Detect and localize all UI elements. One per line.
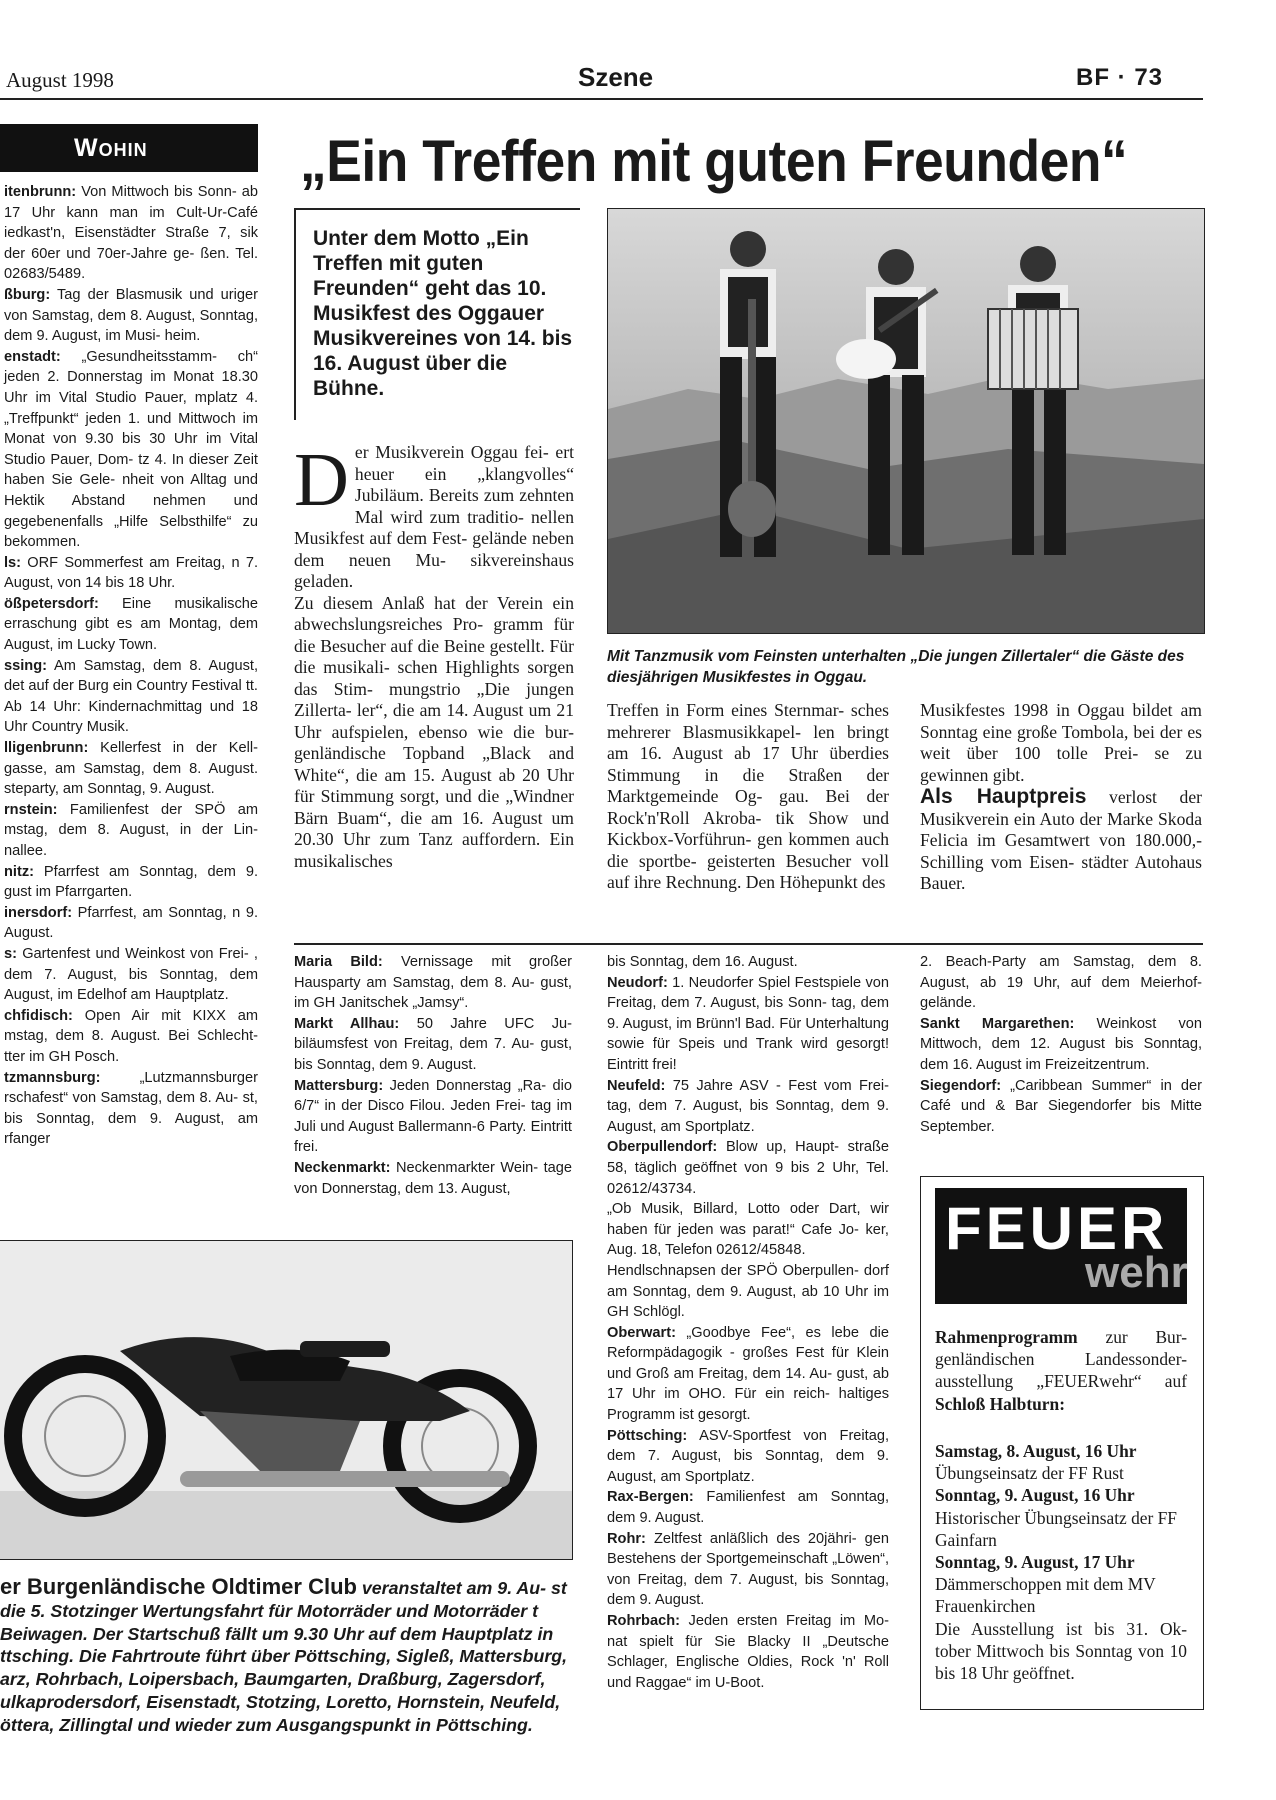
- event-place: lligenbrunn:: [4, 740, 89, 757]
- schedule-what: Übungseinsatz der FF Rust: [935, 1463, 1124, 1484]
- event-text: 50 Jahre UFC Ju- biläumsfest von Freitag, dem 7. Au- gust, bis Sonntag, dem 9. August.: [294, 1015, 573, 1073]
- event-text: Familienfest am Sonntag, dem 9. August.: [607, 1489, 889, 1527]
- wohin-section-header: [0, 124, 258, 172]
- event-text: ASV-Sportfest von Freitag, dem 7. August, bis Sonntag, dem 9. August, am Sportplatz.: [607, 1427, 890, 1485]
- wohin-event-list: [4, 182, 258, 1150]
- event-entry: [607, 973, 889, 1076]
- article-column-1: [294, 438, 574, 872]
- event-entry: [607, 1611, 889, 1693]
- feuerwehr-intro: [935, 1326, 1187, 1415]
- musician-left: [720, 231, 776, 557]
- event-place: ssing:: [4, 657, 47, 674]
- event-text: 2. Beach-Party am Samstag, dem 8. August, ab 19 Uhr, auf dem Meierhof- gelände.: [920, 954, 1202, 1012]
- event-text: 75 Jahre ASV - Fest vom Frei- tag, dem 7. August, bis Sonntag, dem 9. August, am Sportplatz.: [607, 1077, 889, 1135]
- event-text: 1. Neudorfer Spiel Festspiele von Freitag, dem 7. August, bis Sonn- tag, dem 9. August, im Brünn'l Bad. Für Unterhaltung sowie für Speis und Trank wird gesorgt! Eintritt frei!: [607, 974, 889, 1073]
- event-place: Pöttsching:: [607, 1427, 688, 1444]
- event-place: Siegendorf:: [920, 1077, 1002, 1094]
- event-place: Rohrbach:: [607, 1613, 680, 1629]
- events-column-1: [294, 952, 572, 1199]
- event-text: Pfarrfest, am Sonntag, n 9. August.: [4, 904, 258, 942]
- event-entry: [4, 738, 258, 800]
- event-place: Maria Bild:: [294, 954, 383, 970]
- article-column-2: Treffen in Form eines Sternmar- sches mehrerer Blasmusikkapel- len bringt am 16. August ab 17 Uhr überdies Stimmung in die Straßen der Marktgemeinde Og- gau. Bei der Rock'n'Roll Akroba- tik Show und Kickbox-Vorführun- gen kommen auch die sportbe- geisterten Besucher voll auf ihre Rechnung. Den Höhepunkt des: [607, 700, 889, 892]
- event-place: s:: [4, 945, 17, 962]
- wohin-title: Wohin: [74, 134, 148, 162]
- events-column-3: [920, 952, 1202, 1137]
- event-entry: [4, 285, 258, 347]
- event-text: Von Mittwoch bis Sonn- ab 17 Uhr kann man im Cult-Ur-Café iedkast'n, Eisenstädter Straße 7, sik der 60er und 70er-Jahre ge- ßen. Tel. 02683/5489.: [4, 184, 258, 283]
- event-text: bis Sonntag, dem 16. August.: [607, 954, 798, 970]
- event-text: „Lutzmannsburger rschafest“ von Samstag, dem 8. Au- st, bis Sonntag, dem 9. August, am rfanger: [4, 1069, 258, 1148]
- event-entry: [4, 1068, 258, 1150]
- event-entry: [294, 952, 572, 1014]
- event-entry: [294, 1014, 572, 1076]
- event-place: Oberpullendorf:: [607, 1139, 718, 1156]
- event-text: Zeltfest anläßlich des 20jähri- gen Bestehens der Sportgemeinschaft „Löwen“, von Freitag, dem 7. August, bis Sonntag, dem 9. August.: [607, 1530, 889, 1609]
- event-entry: [607, 1487, 889, 1528]
- event-text: Vernissage mit großer Hausparty am Samstag, dem 8. Au- gust, im GH Janitschek „Jamsy“.: [294, 954, 572, 1012]
- event-entry: [920, 1014, 1202, 1076]
- event-entry: [607, 1076, 889, 1138]
- event-entry: [607, 1426, 889, 1488]
- event-text: ORF Sommerfest am Freitag, n 7. August, von 14 bis 18 Uhr.: [4, 554, 258, 592]
- band-photo: [607, 208, 1205, 634]
- lead-box-left: [294, 208, 296, 420]
- event-place: ls:: [4, 554, 22, 571]
- event-place: Neufeld:: [607, 1077, 666, 1094]
- event-entry: [607, 1199, 889, 1261]
- event-place: rnstein:: [4, 801, 58, 818]
- event-entry: [607, 1529, 889, 1611]
- event-text: Kellerfest in der Kell- gasse, am Samstag, dem 8. August. steparty, am Sonntag, 9. August.: [4, 740, 258, 798]
- event-entry: [4, 1006, 258, 1068]
- motorcycle-photo: [0, 1240, 573, 1560]
- event-text: Am Samstag, dem 8. August, det auf der Burg ein Country Festival tt. Ab 14 Uhr: Kindernachmittag und 18 Uhr Country Musik.: [4, 657, 259, 736]
- feuerwehr-intro-title: Rahmenprogramm: [935, 1327, 1078, 1347]
- event-entry: [607, 1261, 889, 1323]
- event-entry: [4, 944, 258, 1006]
- event-place: enstadt:: [4, 348, 61, 365]
- event-entry: [920, 952, 1202, 1014]
- photo-caption: Mit Tanzmusik vom Feinsten unterhalten „Die jungen Zillertaler“ die Gäste des diesjährigen Musikfestes in Oggau.: [607, 648, 1185, 686]
- feuerwehr-logo-top: FEUER: [945, 1195, 1169, 1262]
- event-place: Neckenmarkt:: [294, 1159, 391, 1176]
- article-paragraph-3: Musikfestes 1998 in Oggau bildet am Sonntag eine große Tombola, bei der es weit über 100 tolle Prei- se zu gewinnen gibt.: [920, 700, 1202, 785]
- lead-box-top: [294, 208, 580, 210]
- event-text: Neckenmarkter Wein- tage von Donnerstag, dem 13. August,: [294, 1159, 572, 1197]
- event-place: Rax-Bergen:: [607, 1489, 694, 1506]
- event-place: inersdorf:: [4, 904, 73, 921]
- page-number: BF · 73: [1076, 64, 1164, 91]
- event-place: Neudorf:: [607, 974, 668, 991]
- event-entry: [607, 1323, 889, 1426]
- event-entry: [4, 182, 258, 285]
- event-text: Gartenfest und Weinkost von Frei- , dem 7. August, bis Sonntag, dem August, im Edelhof am Hauptplatz.: [4, 945, 258, 1004]
- event-place: Sankt Margarethen:: [920, 1015, 1075, 1032]
- event-text: „Caribbean Summer“ in der Café und & Bar Siegendorfer bis Mitte September.: [920, 1077, 1202, 1135]
- event-place: ßburg:: [4, 286, 51, 303]
- motorcycle-image: [0, 1241, 572, 1559]
- oldtimer-body: veranstaltet am 9. Au- st die 5. Stotzinger Wertungsfahrt für Motorräder und Motorräder t Beiwagen. Der Startschuß fällt um 9.30 Uhr auf dem Hauptplatz in ttsching. Die Fahrtroute führt über Pöttsching, Sigleß, Mattersburg, arz, Rohrbach, Loipersbach, Baumgarten, Draßburg, Zagersdorf, ulkaprodersdorf, Eisenstadt, Stotzing, Loretto, Hornstein, Neufeld, öttera, Zillingtal und wieder zum Ausgangspunkt in Pöttsching.: [0, 1578, 568, 1735]
- event-place: itenbrunn:: [4, 184, 77, 200]
- event-entry: [294, 1158, 572, 1199]
- event-entry: [4, 656, 258, 738]
- event-entry: [607, 1137, 889, 1199]
- event-place: nitz:: [4, 863, 34, 880]
- event-text: Open Air mit KIXX am mstag, dem 8. August. Bei Schlecht- tter im GH Posch.: [4, 1007, 258, 1065]
- drop-cap: D: [294, 438, 349, 522]
- event-entry: [607, 952, 889, 973]
- event-entry: [4, 553, 258, 594]
- band-photo-image: [608, 209, 1204, 633]
- article-paragraph-1: er Musikverein Oggau fei- ert heuer ein „klangvolles“ Jubiläum. Bereits zum zehnten Mal wird zum traditio- nellen Musikfest auf dem Fest- gelände neben dem neuen Mu- sikvereinshaus geladen.: [294, 442, 574, 591]
- oldtimer-lead: er Burgenländische Oldtimer Club: [0, 1574, 357, 1599]
- event-place: ößpetersdorf:: [4, 595, 99, 612]
- event-entry: [4, 800, 258, 862]
- event-entry: [294, 1076, 572, 1158]
- schedule-when: Sonntag, 9. August, 16 Uhr: [935, 1485, 1135, 1506]
- event-text: Blow up, Haupt- straße 58, täglich geöffnet von 9 bis 2 Uhr, Tel. 02612/43734.: [607, 1139, 889, 1197]
- event-text: Hendlschnapsen der SPÖ Oberpullen- dorf am Sonntag, dem 9. August, ab 10 Uhr im GH Schlögl.: [607, 1262, 889, 1321]
- event-place: tzmannsburg:: [4, 1069, 101, 1086]
- event-place: Markt Allhau:: [294, 1015, 400, 1032]
- event-place: Mattersburg:: [294, 1077, 384, 1094]
- main-prize-text: verlost der Musikverein ein Auto der Marke Skoda Felicia im Gesamtwert von 180.000,- Schilling vom Eisen- städter Autohaus Bauer.: [920, 787, 1203, 893]
- article-headline: „Ein Treffen mit guten Freunden“: [300, 129, 1128, 194]
- event-text: Weinkost von Mittwoch, dem 12. August bis Sonntag, dem 16. August im Freizeitzentrum.: [920, 1015, 1202, 1073]
- feuerwehr-logo: [935, 1188, 1187, 1304]
- event-entry: [4, 903, 258, 944]
- event-entry: [4, 862, 258, 903]
- main-prize-label: Als Hauptpreis: [920, 785, 1087, 808]
- header-rule: [0, 98, 1203, 100]
- events-column-2: [607, 952, 889, 1693]
- event-text: Jeden ersten Freitag im Mo- nat spielt für Sie Blacky II „Deutsche Schlager, Englische Oldies, Rock 'n' Roll und Raggae“ im U-Boot.: [607, 1613, 889, 1691]
- schedule-when: Samstag, 8. August, 16 Uhr: [935, 1441, 1137, 1461]
- article-paragraph-2: Zu diesem Anlaß hat der Verein ein abwechslungsreiches Pro- gramm für die Besucher auf die Beine gestellt. Für die musikali- schen Highlights sorgen das Stim- mungstrio „Die jungen Zillerta- ler“, die am 14. August um 21 Uhr aufspielen, ebenso wie die bur- genländische Topband „Black and White“, die am 15. August ab 20 Uhr für Stimmung sorgt, und die „Windner Bärn Buam“, die am 16. August um 20.30 Uhr zum Tanz auffordern. Ein musikalisches: [294, 592, 574, 871]
- event-place: Rohr:: [607, 1530, 646, 1547]
- event-text: Tag der Blasmusik und uriger von Samstag, dem 8. August, Sonntag, dem 9. August, im Musi- heim.: [4, 286, 258, 345]
- article-bottom-rule: [294, 943, 1203, 945]
- feuerwehr-logo-bottom: wehr: [1085, 1248, 1188, 1297]
- event-text: Familienfest der SPÖ am mstag, dem 8. August, in der Lin- nallee.: [4, 801, 258, 859]
- event-text: „Goodbye Fee“, es lebe die Reformpädagogik - großes Fest für Klein und Groß am Freitag, dem 14. Au- gust, ab 17 Uhr im OHO. Für ein reich- haltiges Programm ist gesorgt.: [607, 1324, 889, 1424]
- event-text: Pfarrfest am Sonntag, dem 9. gust im Pfarrgarten.: [4, 863, 258, 901]
- event-entry: [4, 347, 258, 553]
- schedule-what: Historischer Übungseinsatz der FF Gainfarn: [935, 1507, 1177, 1550]
- event-text: Eine musikalische erraschung gibt es am Montag, dem August, im Lucky Town.: [4, 595, 258, 654]
- issue-date: August 1998: [6, 68, 114, 92]
- schedule-what: Dämmerschoppen mit dem MV Frauenkirchen: [935, 1574, 1156, 1617]
- event-text: „Ob Musik, Billard, Lotto oder Dart, wir haben für jeden was parat!“ Cafe Jo- ker, Aug. 18, Telefon 02612/45848.: [607, 1201, 889, 1259]
- schedule-when: Sonntag, 9. August, 17 Uhr: [935, 1552, 1135, 1573]
- event-place: chfidisch:: [4, 1007, 73, 1024]
- feuerwehr-footer: Die Ausstellung ist bis 31. Ok- tober Mittwoch bis Sonntag von 10 bis 18 Uhr geöffnet.: [935, 1619, 1187, 1684]
- feuerwehr-intro-text: zur Bur- genländischen Landessonder- ausstellung „FEUERwehr“ auf: [935, 1327, 1187, 1392]
- feuerwehr-schedule: [935, 1440, 1187, 1618]
- feuerwehr-venue: Schloß Halbturn:: [935, 1393, 1065, 1414]
- event-text: Jeden Donnerstag „Ra- dio 6/7“ in der Disco Filou. Jeden Frei- tag im Juli und August Ballermann-6 Party. Eintritt frei.: [294, 1077, 572, 1156]
- section-title: Szene: [578, 62, 654, 92]
- event-place: Oberwart:: [607, 1324, 676, 1341]
- article-lead: Unter dem Motto „Ein Treffen mit guten Freunden“ geht das 10. Musikfest des Oggauer Musikvereines von 14. bis 16. August über die Bühne.: [313, 227, 573, 400]
- event-entry: [4, 594, 258, 656]
- article-column-3: [920, 700, 1202, 895]
- oldtimer-text: [0, 1576, 575, 1737]
- event-text: „Gesundheitsstamm- ch“ jeden 2. Donnerstag im Monat 18.30 Uhr im Vital Studio Pauer, mplatz 4. „Treffpunkt“ jeden 1. und Mittwoch im Monat von 9.30 bis 30 Uhr im Vital Studio Pauer, Dom- tz 4. In dieser Zeit haben Sie Gele- nheit von Alltag und Hektik Abstand nehmen und gegebenenfalls „Hilfe Selbsthilfe“ zu bekommen.: [4, 348, 258, 551]
- event-entry: [920, 1076, 1202, 1138]
